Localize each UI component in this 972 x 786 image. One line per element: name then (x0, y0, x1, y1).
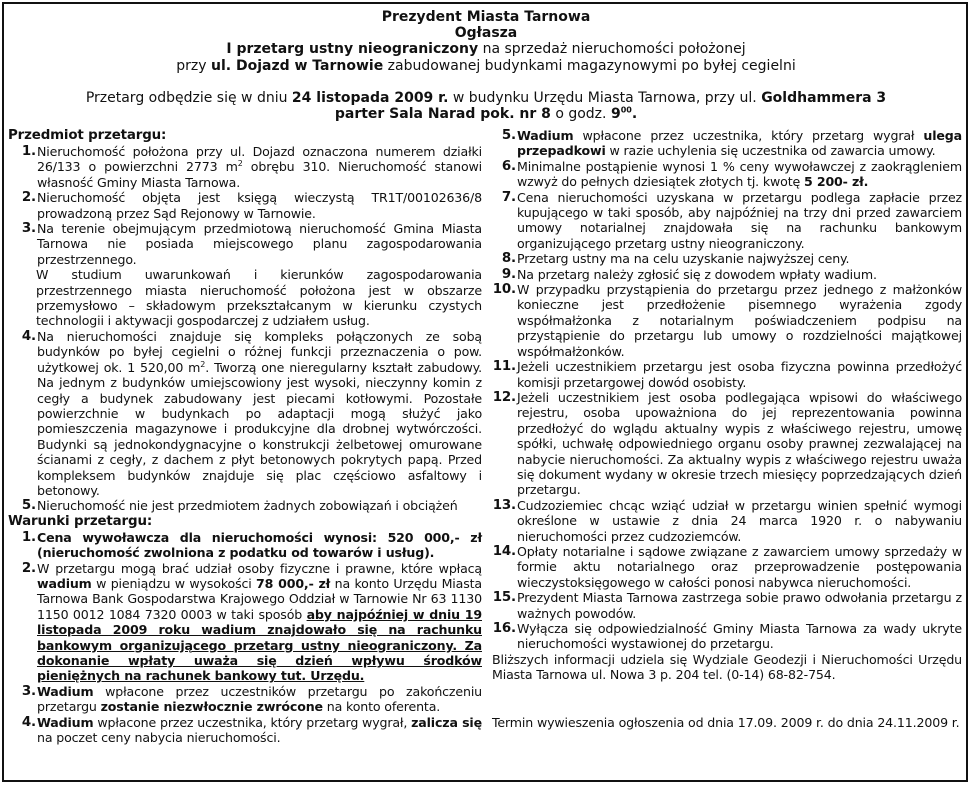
date-prefix: Przetarg odbędzie się w dniu (85, 90, 292, 106)
right-column (492, 128, 962, 730)
min-increment: 5 200- zł. (803, 174, 869, 190)
condition-item-6 (492, 159, 962, 190)
issuer-title: Prezydent Miasta Tarnowa (381, 9, 591, 25)
item-number: 11. (492, 359, 516, 375)
item-text: na poczet ceny nabycia nieruchomości. (37, 730, 281, 746)
item-text: Wyłącza się odpowiedzialność Gminy Miasta Tarnowa za wady ukryte nieruchomości wystawionej do przetargu. (517, 621, 962, 652)
item-text: w pieniądzu w wysokości (91, 575, 257, 591)
location-desc: zabudowanej budynkami magazynowymi po byłej cegielni (383, 58, 796, 74)
condition-item-14 (492, 544, 962, 590)
item-number: 7. (501, 189, 516, 205)
item-text: Na terenie obejmującym przedmiotową nieruchomość Gmina Miasta Tarnowa nie posiada miejscowego planu zagospodarowania przestrzennego. (37, 221, 482, 267)
hour-prefix: o godz. (550, 106, 611, 122)
item-number: 3. (21, 683, 36, 699)
item-text: Na przetarg należy zgłosić się z dowodem wpłaty wadium. (517, 266, 877, 282)
condition-item-12 (492, 390, 962, 498)
condition-item-2 (8, 561, 482, 684)
condition-item-3 (8, 684, 482, 715)
item-text: wpłacone przez uczestnika, który przetarg wygrał (573, 128, 924, 143)
item-number: 12. (492, 389, 516, 405)
location-street: ul. Dojazd w Tarnowie (211, 58, 384, 74)
venue-line (0, 106, 972, 122)
auction-hour: 9 (610, 106, 621, 122)
item-text: wpłacone przez uczestnika, który przetarg wygrał, (93, 714, 412, 730)
deposit-amount: 78 000,- zł (256, 575, 331, 591)
superscript: 2 (200, 359, 206, 369)
item-number: 4. (21, 328, 36, 344)
date-mid: w budynku Urzędu Miasta Tarnowa, przy ul. (448, 90, 762, 106)
item-text: Nieruchomość położona przy ul. Dojazd oznaczona numerem działki 26/133 o powierzchni 2773 m (37, 144, 482, 175)
item-number: 6. (501, 158, 516, 174)
section-subject-title: Przedmiot przetargu: (8, 128, 167, 143)
section-conditions-title: Warunki przetargu: (8, 513, 153, 529)
credited-phrase: zalicza się (411, 714, 482, 730)
subject-item-3 (8, 221, 482, 267)
item-text: Na nieruchomości znajduje się kompleks połączonych ze sobą budynków po byłej cegielni o różnej funkcji przeznaczenia o pow. użytkowej ok. 1 520,00 m (37, 328, 482, 375)
condition-item-5 (492, 128, 962, 159)
location-prefix: przy (176, 58, 211, 74)
item-text-cont: obrębu 310. Nieruchomość stanowi własność Gminy Miasta Tarnowa. (37, 159, 482, 190)
announces-heading: Ogłasza (454, 25, 518, 41)
subject-item-5 (8, 498, 482, 513)
contact-info: Bliższych informacji udziela się Wydziale Geodezji i Nieruchomości Urzędu Miasta Tarnowa ul. Nowa 3 p. 204 tel. (0-14) 68-82-754. (492, 651, 962, 683)
deposit-deadline: aby najpóźniej w dniu 19 listopada 2009 roku wadium znajdowało się na rachunku bankowym organizującego przetarg ustny nieograniczony. Za dokonanie wpłaty uważa się dzień wpływu środków pieniężnych na rachunek bankowy tut. Urzędu. (37, 606, 482, 684)
item-text: Przetarg ustny ma na celu uzyskanie najwyższej ceny. (517, 251, 850, 267)
bank-account-text: na konto Urzędu Miasta Tarnowa Bank Gospodarstwa Krajowego Oddział w Tarnowie Nr 63 1130 1150 0012 1084 7320 0003 w taki sposób (37, 575, 482, 622)
item-number: 14. (492, 543, 516, 559)
item-text: W przetargu mogą brać udział osoby fizyczne i prawne, które wpłacą (37, 560, 482, 576)
condition-item-15 (492, 590, 962, 621)
item-text: Minimalne postąpienie wynosi 1 % ceny wywoławczej z zaokrągleniem wzwyż do pełnych dziesiątek złotych tj. kwotę (517, 158, 962, 190)
deposit-word: Wadium (517, 128, 574, 143)
item-number: 3. (21, 221, 36, 237)
item-number: 4. (21, 714, 36, 730)
date-line (0, 90, 972, 106)
condition-item-9 (492, 267, 962, 282)
item-number: 13. (492, 497, 516, 513)
condition-item-16 (492, 621, 962, 652)
starting-price-text: Cena wywoławcza dla nieruchomości wynosi: 520 000,- zł (nieruchomość zwolniona z podatku od towarów i usług). (37, 529, 482, 561)
item-text: Cena nieruchomości uzyskana w przetargu podlega zapłacie przez kupującego w taki sposób, aby najpóźniej na trzy dni przed zawarciem umowy notarialnej znajdowała się na rachunku bankowym organizującego przetarg ustny nieograniczony. (517, 189, 962, 251)
subject-item-4 (8, 329, 482, 498)
item-number: 1. (21, 144, 36, 159)
forfeit-phrase: ulega przepadkowi (517, 128, 962, 159)
deposit-word: wadium (37, 575, 92, 591)
condition-item-10 (492, 282, 962, 359)
item-text-cont: . Tworzą one nieregularny kształt zabudowy. Na jednym z budynków umiejscowiony jest wysoki, nieczynny komin z cegły a budynek zabudowany jest piecami kotłowymi. Pozostałe powierzchnie w budynkach po adaptacji mogą służyć jako pomieszczenia magazynowe i produkcyjne dla drobnej wytwórczości. Budynki są jednokondygnacyjne o konstrukcji żelbetowej omurowane ścianami z cegły, z dachem z płyt betonowych pokrytych papą. Przed kompleksem budynków znajduje się plac częściowo asfaltowy i betonowy. (37, 359, 482, 498)
item-text: wpłacone przez uczestników przetargu po zakończeniu przetargu (37, 683, 482, 715)
auction-date: 24 listopada 2009 r. (291, 90, 449, 106)
item-text: Jeżeli uczestnikiem przetargu jest osoba fizyczna powinna przedłożyć komisji przetargowej dowód osobisty. (517, 359, 962, 390)
auction-type: I przetarg ustny nieograniczony (226, 41, 479, 57)
auction-minutes: 00 (620, 105, 632, 115)
item-text: w razie uchylenia się uczestnika od zawarcia umowy. (605, 143, 936, 159)
condition-item-11 (492, 359, 962, 390)
item-number: 9. (501, 266, 516, 282)
item-number: 16. (492, 621, 516, 636)
refund-phrase: zostanie niezwłocznie zwrócone (100, 699, 323, 715)
auction-subject: na sprzedaż nieruchomości położonej (478, 41, 746, 57)
condition-item-4 (8, 715, 482, 746)
item-text: Opłaty notarialne i sądowe związane z zawarciem umowy sprzedaży w formie aktu notarialnego oraz przeprowadzenie postępowania wieczystoksięgowego w całości ponosi nabywca nieruchomości. (517, 543, 962, 590)
condition-item-1 (8, 530, 482, 561)
item-text: Nieruchomość objęta jest księgą wieczystą TR1T/00102636/8 prowadzoną przez Sąd Rejonowy w Tarnowie. (37, 190, 482, 221)
item-text: Cudzoziemiec chcąc wziąć udział w przetargu winien spełnić wymogi określone w ustawie z dnia 24 marca 1920 r. o nabywaniu nieruchomości przez cudzoziemców. (517, 497, 962, 544)
item-number: 5. (21, 498, 36, 514)
item-number: 2. (21, 190, 36, 206)
deposit-word: Wadium (37, 683, 94, 699)
item-number: 1. (21, 529, 36, 545)
venue-room: parter Sala Narad pok. nr 8 (334, 106, 551, 122)
item-text: W przypadku przystąpienia do przetargu przez jednego z małżonków konieczne jest przedłożenie pisemnego wyrażenia zgody współmałżonka z notarialnym poświadczeniem podpisu na przystąpienie do przetargu lub umowy o rozdzielności majątkowej współmałżonków. (517, 282, 962, 359)
spacer (492, 683, 962, 715)
item-text: na konto oferenta. (322, 699, 441, 715)
superscript: 2 (237, 159, 243, 169)
posting-period: Termin wywieszenia ogłoszenia od dnia 17.09. 2009 r. do dnia 24.11.2009 r. (492, 714, 960, 730)
item-text: Nieruchomość nie jest przedmiotem żadnych zobowiązań i obciążeń (37, 498, 458, 514)
subject-item-3-paragraph: W studium uwarunkowań i kierunków zagospodarowania przestrzennego miasta nieruchomość położona jest w obszarze przemysłowo – składowym przekształcanym w kierunku czystych technologii i aktywacji gospodarczej z udziałem usług. (36, 267, 482, 329)
location-line (0, 58, 972, 74)
item-number: 10. (492, 282, 516, 298)
subject-item-1 (8, 144, 482, 190)
item-text: Jeżeli uczestnikiem jest osoba podlegająca wpisowi do właściwego rejestru, osoba upoważniona do jej reprezentowania powinna przedłożyć do wglądu aktualny wypis z właściwego rejestru, umowę spółki, uchwałę odpowiedniego organu osoby prawnej zezwalającej na nabycie nieruchomości. Za aktualny wypis z właściwego rejestru uważa się dokument wydany w okresie trzech miesięcy poprzedzających dzień przetargu. (517, 389, 962, 498)
venue-street: Goldhammera 3 (761, 90, 887, 106)
subject-item-2 (8, 190, 482, 221)
item-text: Prezydent Miasta Tarnowa zastrzega sobie prawo odwołania przetargu z ważnych powodów. (517, 590, 962, 621)
condition-item-7 (492, 190, 962, 252)
item-number: 8. (501, 251, 516, 267)
deposit-word: Wadium (37, 714, 94, 730)
hour-end: . (631, 106, 638, 122)
left-column (8, 128, 482, 745)
auction-type-line (0, 41, 972, 57)
condition-item-8 (492, 251, 962, 266)
item-number: 15. (492, 590, 516, 606)
condition-item-13 (492, 498, 962, 544)
item-number: 2. (21, 560, 36, 576)
item-number: 5. (501, 128, 516, 143)
